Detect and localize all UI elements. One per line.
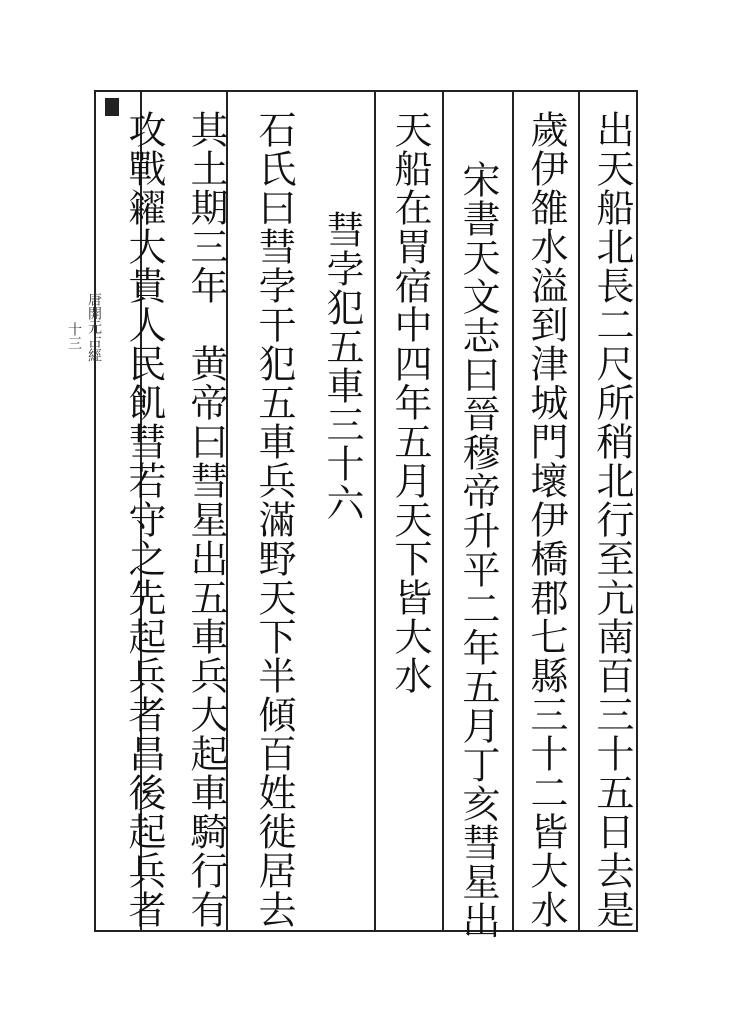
fish-tail-mark-icon	[105, 98, 119, 116]
text-column-7: 其土期三年 黄帝曰彗星出五車兵大起車騎行有	[184, 110, 228, 929]
column-rule	[578, 90, 580, 932]
margin-column	[66, 92, 120, 932]
text-column-2: 歲伊雒水溢到津城門壞伊橋郡七縣三十二皆大水	[524, 110, 568, 929]
text-column-8: 攻戰糴大貴人民飢彗若守之先起兵者昌後起兵者	[122, 110, 166, 929]
text-column-5: 彗孛犯五車三十六	[320, 210, 364, 522]
column-rule	[442, 90, 444, 932]
page-number: 十三	[66, 322, 82, 350]
column-rule	[512, 90, 514, 932]
book-title: 唐開元占經	[86, 292, 102, 362]
text-column-6: 石氏曰彗孛干犯五車兵滿野天下半傾百姓徙居去	[252, 110, 296, 929]
text-column-4: 天船在胃宿中四年五月天下皆大水	[388, 110, 432, 695]
column-rule	[374, 90, 376, 932]
text-column-3: 宋書天文志曰晉穆帝升平二年五月丁亥彗星出	[456, 160, 500, 940]
text-column-1: 出天船北長二尺所稍北行至亢南百三十五日去是	[590, 110, 634, 929]
